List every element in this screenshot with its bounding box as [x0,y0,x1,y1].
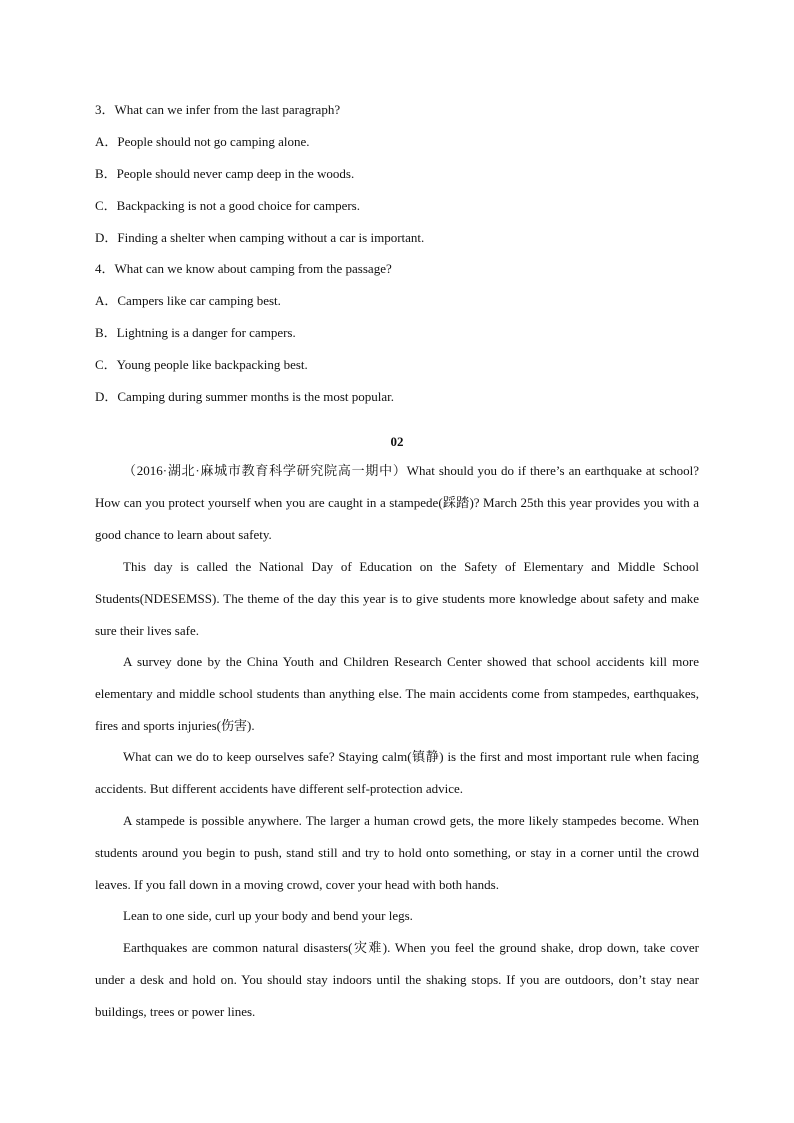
passage-paragraph-4: What can we do to keep ourselves safe? Staying calm(镇静) is the first and most important rule when facing accidents. But different accidents have different self-protection advice. [95,749,699,796]
passage-paragraph-3: A survey done by the China Youth and Children Research Center showed that school accidents kill more elementary and middle school students than anything else. The main accidents come from stampedes, earthquakes, fires and sports injuries(伤害). [95,654,699,733]
question-4-option-d: D．Camping during summer months is the most popular. [95,389,394,404]
section-number: 02 [390,434,404,449]
question-4-stem: 4．What can we know about camping from the passage? [95,261,392,276]
question-4-option-a: A．Campers like car camping best. [95,293,281,308]
question-3-stem: 3．What can we infer from the last paragraph? [95,102,341,117]
passage-paragraph-2: This day is called the National Day of Education on the Safety of Elementary and Middle School Students(NDESEMSS). The theme of the day this year is to give students more knowledge about safety and make sure their lives safe. [95,559,699,638]
passage-paragraph-7: Earthquakes are common natural disasters(灾难). When you feel the ground shake, drop down, take cover under a desk and hold on. You should stay indoors until the shaking stops. If you are outdoors, don’t stay near buildings, trees or power lines. [95,940,699,1019]
question-3-option-c: C．Backpacking is not a good choice for campers. [95,198,360,213]
passage-paragraph-6: Lean to one side, curl up your body and bend your legs. [123,908,413,923]
passage-paragraph-5: A stampede is possible anywhere. The larger a human crowd gets, the more likely stampedes become. When students around you begin to push, stand still and try to hold onto something, or stay in a corner until the crowd leaves. If you fall down in a moving crowd, cover your head with both hands. [95,813,699,892]
question-3-option-b: B．People should never camp deep in the woods. [95,166,355,181]
question-4-option-c: C．Young people like backpacking best. [95,357,308,372]
question-3-option-a: A．People should not go camping alone. [95,134,310,149]
question-4-option-b: B．Lightning is a danger for campers. [95,325,296,340]
passage-paragraph-1: （2016·湖北·麻城市教育科学研究院高一期中）What should you do if there’s an earthquake at school? How can you protect yourself when you are caught in a stampede(踩踏)? March 25th this year provides you with a good chance to learn about safety. [95,463,699,542]
question-3-option-d: D．Finding a shelter when camping without a car is important. [95,230,425,245]
